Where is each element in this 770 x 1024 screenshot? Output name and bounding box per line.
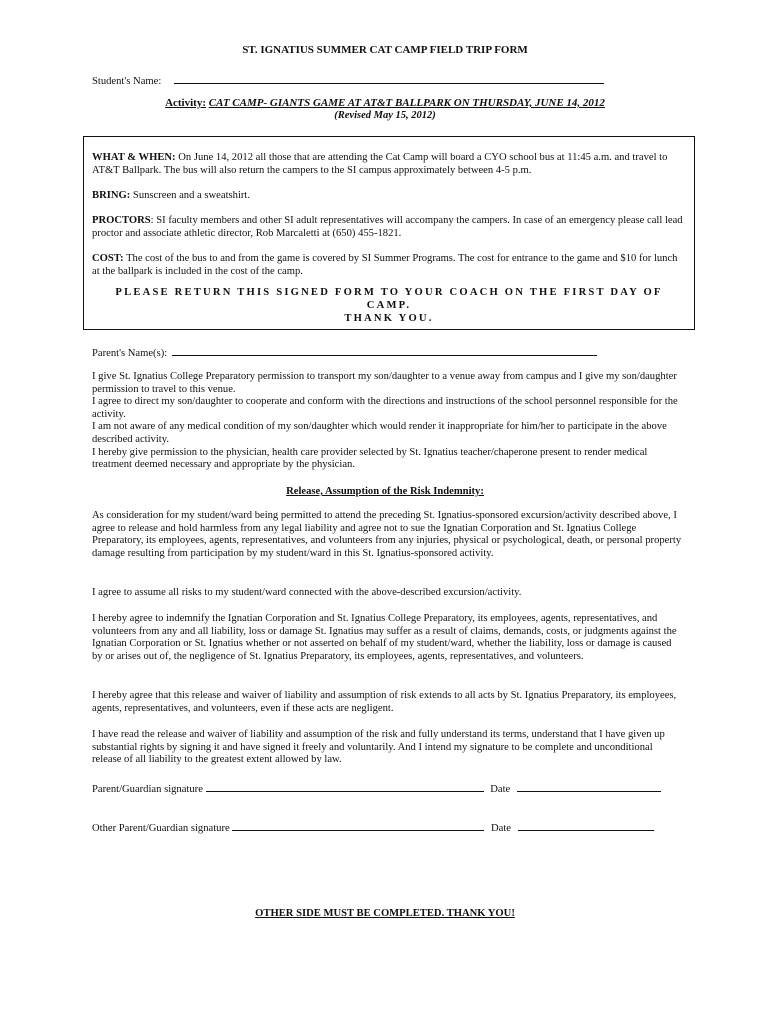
consent-transport: I give St. Ignatius College Preparatory permission to transport my son/daughter to a venue away from campus and I give my son/daughter permission to travel to this venue. <box>92 371 677 395</box>
form-title: ST. IGNATIUS SUMMER CAT CAMP FIELD TRIP FORM <box>242 44 528 56</box>
what-when-paragraph <box>92 151 686 177</box>
student-name-label: Student's Name: <box>92 76 162 87</box>
consent-treatment: I hereby give permission to the physician, health care provider selected by St. Ignatius teacher/chaperone present to render medical treatment deemed necessary and appropriate by the physician. <box>92 446 648 471</box>
cost-text: The cost of the bus to and from the game is covered by SI Summer Programs. The cost for entrance to the game and $10 for lunch at the ballpark is included in the cost of the camp. <box>92 253 678 277</box>
proctors-paragraph <box>92 214 686 240</box>
activity-label: Activity: <box>165 97 206 109</box>
return-notice-line1: PLEASE RETURN THIS SIGNED FORM TO YOUR COACH ON THE FIRST DAY OF CAMP. <box>115 287 663 311</box>
revised-date: (Revised May 15, 2012) <box>334 110 436 121</box>
parents-name-row <box>92 344 597 359</box>
guardian-date-field[interactable] <box>517 780 661 792</box>
trip-details-box <box>83 136 695 330</box>
bring-text: Sunscreen and a sweatshirt. <box>132 190 251 201</box>
guardian-date-label: Date <box>490 784 511 795</box>
guardian-signature-row <box>92 780 661 795</box>
other-date-field[interactable] <box>518 819 654 831</box>
cost-paragraph <box>92 252 686 278</box>
release-paragraph-4 <box>92 690 684 715</box>
release-text-2: I agree to assume all risks to my student/ward connected with the above-described excursion/activity. <box>92 587 522 598</box>
return-notice-line2: THANK YOU. <box>344 313 434 324</box>
guardian-signature-label: Parent/Guardian signature <box>92 784 203 795</box>
bring-paragraph <box>92 189 686 202</box>
student-name-row <box>92 72 604 87</box>
release-paragraph-2 <box>92 587 684 600</box>
what-when-label: WHAT & WHEN: <box>92 152 176 163</box>
release-text-4: I hereby agree that this release and waiver of liability and assumption of risk extends to all acts by St. Ignatius Preparatory, its employees, agents, representatives, and volunteers, even if these acts are negligent. <box>92 690 677 714</box>
bring-label: BRING: <box>92 190 131 201</box>
proctors-label: PROCTORS <box>92 215 151 226</box>
footer-notice: OTHER SIDE MUST BE COMPLETED. THANK YOU! <box>255 908 515 919</box>
other-date-label: Date <box>491 823 511 834</box>
consent-section <box>92 371 684 472</box>
guardian-signature-field[interactable] <box>206 780 484 792</box>
consent-cooperate: I agree to direct my son/daughter to cooperate and conform with the directions and instructions of the school personnel responsible for the activity. <box>92 396 678 420</box>
release-heading: Release, Assumption of the Risk Indemnity: <box>286 486 484 497</box>
release-paragraph-5 <box>92 729 684 767</box>
release-paragraph-1 <box>92 510 684 560</box>
return-notice <box>92 286 686 325</box>
release-text-3: I hereby agree to indemnify the Ignatian Corporation and St. Ignatius College Preparatory, its employees, agents, representatives, and volunteers from any and all liability, loss or damage St. Ignatius may suffer as a result of claims, demands, costs, or judgments against the Ignatian Corporation or St. Ignatius whether or not asserted on behalf of my student/ward, whether the liability, loss or damage is caused by or arises out of, the negligence of St. Ignatius Preparatory, its employees, agents, representatives, and volunteers. <box>92 613 677 662</box>
what-when-text: On June 14, 2012 all those that are attending the Cat Camp will board a CYO school bus at 11:45 a.m. and travel to AT&T Ballpark. The bus will also return the campers to the SI campus approximately between 4-5 p.m. <box>92 152 668 176</box>
proctors-text: : SI faculty members and other SI adult representatives will accompany the campers. In case of an emergency please call lead proctor and associate athletic director, Rob Marcaletti at (650) 455-1821. <box>92 215 683 239</box>
other-signature-field[interactable] <box>232 819 484 831</box>
activity-line <box>0 97 770 109</box>
student-name-field[interactable] <box>174 72 604 84</box>
parents-name-label: Parent's Name(s): <box>92 348 168 359</box>
activity-text: CAT CAMP- GIANTS GAME AT AT&T BALLPARK ON THURSDAY, JUNE 14, 2012 <box>208 97 605 109</box>
other-signature-row <box>92 819 654 834</box>
release-paragraph-3 <box>92 613 684 663</box>
cost-label: COST: <box>92 253 124 264</box>
other-signature-label: Other Parent/Guardian signature <box>92 823 230 834</box>
release-text-5: I have read the release and waiver of liability and assumption of the risk and fully understand its terms, understand that I have given up substantial rights by signing it and have signed it freely and voluntarily. And I intend my signature to be complete and unconditional release of all liability to the greatest extent allowed by law. <box>92 729 665 766</box>
consent-medical: I am not aware of any medical condition of my son/daughter which would render it inappropriate for him/her to participate in the above described activity. <box>92 421 667 445</box>
parents-name-field[interactable] <box>172 344 597 356</box>
release-text-1: As consideration for my student/ward being permitted to attend the preceding St. Ignatius-sponsored excursion/activity described above, I agree to release and hold harmless from any legal liability and agree not to sue the Ignatian Corporation and St. Ignatius College Preparatory, its employees, agents, representatives, and volunteers from any injuries, physical or psychological, death, or personal property damage resulting from participation by my student/ward in this St. Ignatius-sponsored activity. <box>92 510 682 559</box>
